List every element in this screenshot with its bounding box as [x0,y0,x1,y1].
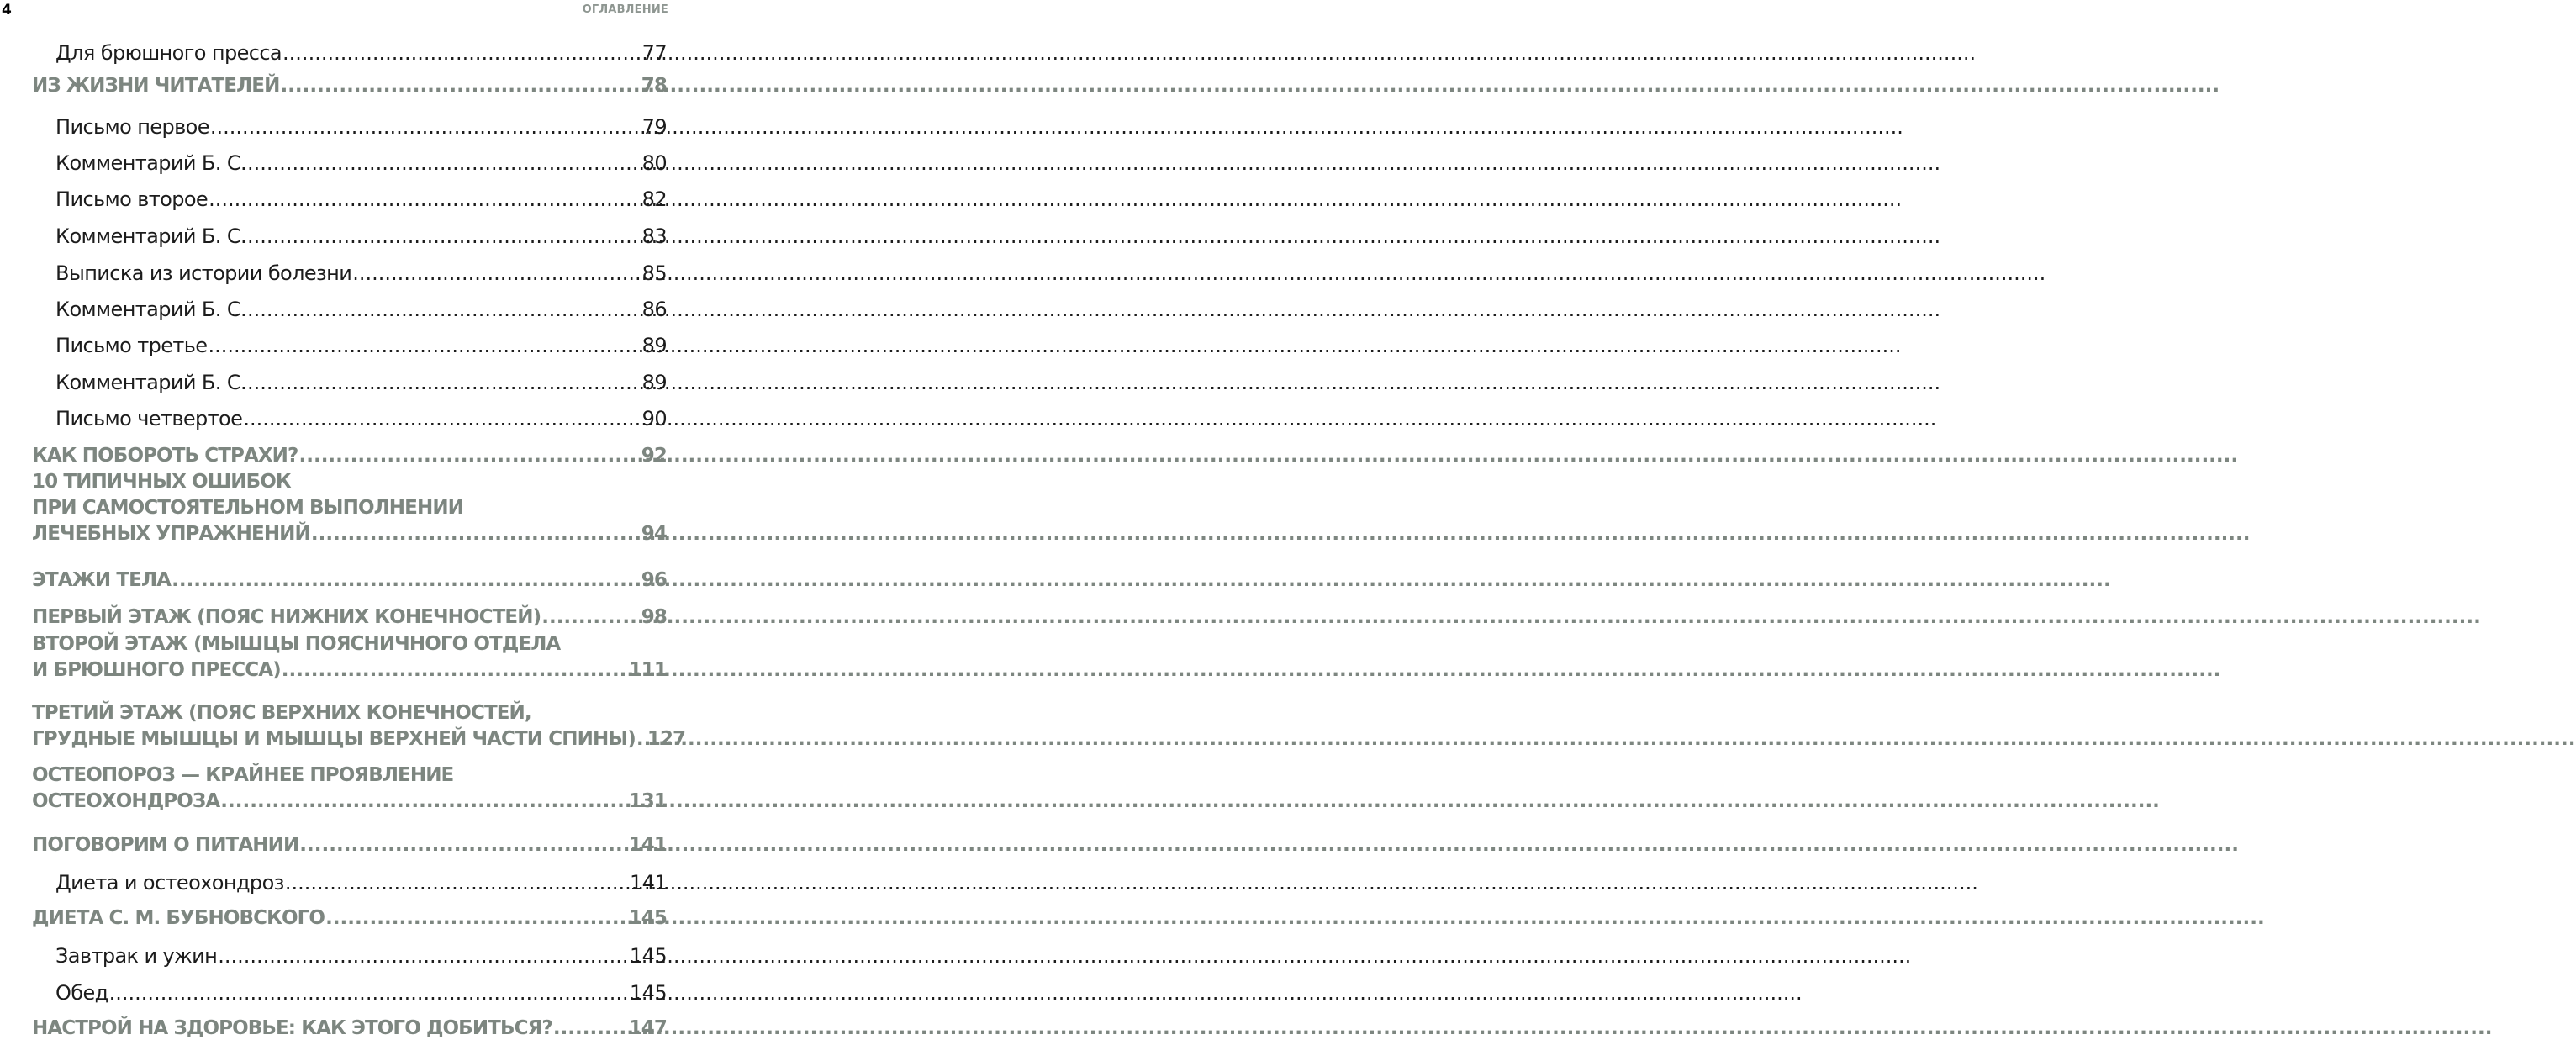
toc-section-entry [32,569,667,591]
toc-page-number: 147 [628,1017,667,1039]
toc-section-entry [32,907,667,929]
toc-dot-leader [247,224,641,248]
toc-dot-leader [247,151,641,175]
toc-dot-leader [247,298,641,321]
toc-dot-leader [285,871,629,895]
toc-dot-leader [208,334,641,357]
toc-page-number: 79 [641,115,667,139]
toc-entry-title: И БРЮШНОГО ПРЕССА) [32,659,281,681]
toc-entry-title: ПОГОВОРИМ О ПИТАНИИ [32,834,299,856]
toc-dot-leader [282,41,641,65]
toc-subsection-entry [55,871,667,895]
toc-entry-title: КАК ПОБОРОТЬ СТРАХИ? [32,445,298,467]
toc-page-number: 80 [641,151,667,175]
toc-page-number: 90 [641,407,667,430]
toc-section-entry [32,728,686,750]
toc-page-number: 141 [628,834,667,856]
toc-entry-title: Письмо второе [55,187,209,211]
toc-page-number: 131 [628,790,667,812]
toc-dot-leader [209,187,641,211]
toc-page-number: 96 [641,569,667,591]
toc-heading-line: 10 ТИПИЧНЫХ ОШИБОК [32,471,291,493]
toc-heading-line: ТРЕТИЙ ЭТАЖ (ПОЯС ВЕРХНИХ КОНЕЧНОСТЕЙ, [32,702,531,724]
toc-entry-title: ИЗ ЖИЗНИ ЧИТАТЕЛЕЙ [32,75,280,97]
toc-entry-title: Комментарий Б. С. [55,371,247,394]
toc-subsection-entry [55,407,667,430]
toc-section-entry [32,659,667,681]
toc-dot-leader [220,790,627,812]
toc-page-number: 145 [629,944,667,968]
toc-dot-leader [299,834,627,856]
toc-heading-line: ПРИ САМОСТОЯТЕЛЬНОМ ВЫПОЛНЕНИИ [32,497,464,519]
toc-page-number: 77 [641,41,667,65]
toc-page-number: 145 [628,907,667,929]
toc-entry-title: Письмо четвертое [55,407,243,430]
toc-dot-leader [541,606,641,628]
toc-section-entry [32,1017,667,1039]
toc-section-entry [32,445,667,467]
toc-entry-title: Диета и остеохондроз [55,871,284,895]
toc-subsection-entry [55,115,667,139]
toc-page-number: 86 [641,298,667,321]
toc-dot-leader [298,445,640,467]
toc-entry-title: Комментарий Б. С. [55,224,247,248]
toc-subsection-entry [55,944,667,968]
toc-entry-title: Письмо первое [55,115,209,139]
toc-subsection-entry [55,41,667,65]
toc-subsection-entry [55,334,667,357]
toc-page-number: 94 [641,523,667,545]
toc-entry-title: ГРУДНЫЕ МЫШЦЫ И МЫШЦЫ ВЕРХНЕЙ ЧАСТИ СПИНЫ) [32,728,636,750]
toc-subsection-entry [55,371,667,394]
toc-page-number: 92 [641,445,667,467]
toc-dot-leader [243,407,641,430]
toc-subsection-entry [55,224,667,248]
toc-section-entry [32,834,667,856]
toc-section-entry [32,606,667,628]
toc-dot-leader [109,981,629,1005]
toc-page-number: 83 [641,224,667,248]
toc-page-number: 127 [647,728,686,750]
toc-dot-leader [325,907,628,929]
toc-dot-leader [280,75,640,97]
toc-entry-title: Комментарий Б. С. [55,151,247,175]
toc-entry-title: ПЕРВЫЙ ЭТАЖ (ПОЯС НИЖНИХ КОНЕЧНОСТЕЙ) [32,606,541,628]
toc-entry-title: Выписка из истории болезни [55,261,352,285]
toc-entry-title: Письмо третье [55,334,208,357]
toc-entry-title: Завтрак и ужин [55,944,218,968]
toc-page-number: 141 [629,871,667,895]
page-number: 4 [2,2,12,18]
toc-dot-leader [172,569,641,591]
toc-subsection-entry [55,187,667,211]
toc-page-number: 82 [641,187,667,211]
toc-heading-line: ВТОРОЙ ЭТАЖ (МЫШЦЫ ПОЯСНИЧНОГО ОТДЕЛА [32,633,561,655]
toc-heading-line: ОСТЕОПОРОЗ — КРАЙНЕЕ ПРОЯВЛЕНИЕ [32,764,454,786]
toc-section-entry [32,523,667,545]
toc-section-entry [32,790,667,812]
toc-dot-leader [247,371,641,394]
toc-subsection-entry [55,151,667,175]
toc-page-number: 145 [629,981,667,1005]
toc-page-number: 89 [641,334,667,357]
toc-page-number: 89 [641,371,667,394]
toc-dot-leader [636,728,647,750]
toc-dot-leader [218,944,629,968]
toc-entry-title: ОСТЕОХОНДРОЗА [32,790,220,812]
toc-page-number: 111 [628,659,667,681]
toc-entry-title: ДИЕТА С. М. БУБНОВСКОГО [32,907,325,929]
toc-entry-title: Комментарий Б. С. [55,298,247,321]
toc-dot-leader [352,261,641,285]
toc-section-entry [32,75,667,97]
running-header: ОГЛАВЛЕНИЕ [582,3,668,16]
toc-dot-leader [210,115,641,139]
toc-entry-title: НАСТРОЙ НА ЗДОРОВЬЕ: КАК ЭТОГО ДОБИТЬСЯ? [32,1017,552,1039]
toc-page-number: 98 [641,606,667,628]
toc-subsection-entry [55,261,667,285]
toc-entry-title: ЛЕЧЕБНЫХ УПРАЖНЕНИЙ [32,523,310,545]
toc-subsection-entry [55,298,667,321]
toc-page-number: 85 [641,261,667,285]
toc-entry-title: Для брюшного пресса [55,41,282,65]
toc-subsection-entry [55,981,667,1005]
toc-entry-title: ЭТАЖИ ТЕЛА [32,569,172,591]
toc-dot-leader [553,1017,628,1039]
toc-page-number: 78 [641,75,667,97]
toc-entry-title: Обед [55,981,108,1005]
toc-dot-leader [311,523,641,545]
toc-dot-leader [282,659,628,681]
